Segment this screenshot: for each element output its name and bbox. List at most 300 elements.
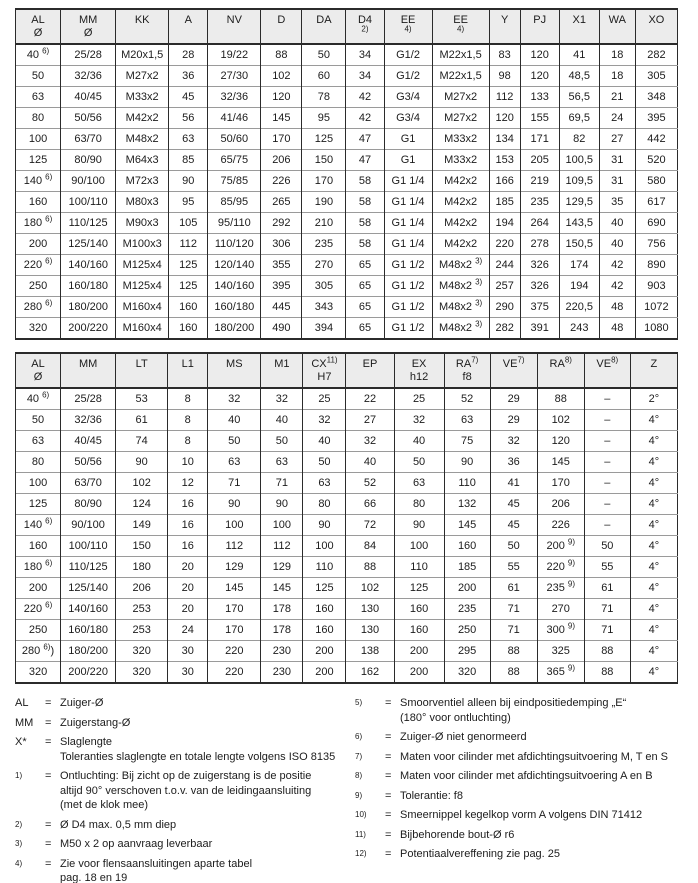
footnote-label: 4) bbox=[15, 858, 23, 868]
table-cell: 243 bbox=[559, 318, 599, 340]
table-cell: 160/180 bbox=[61, 620, 116, 641]
table-cell: 90 bbox=[208, 494, 261, 515]
table-cell: 226 bbox=[261, 171, 302, 192]
footnote-item bbox=[355, 828, 681, 843]
table-cell: 60 bbox=[302, 66, 346, 87]
table-cell: 200 bbox=[303, 641, 346, 662]
table-cell: 395 bbox=[635, 108, 677, 129]
table-cell: 80 bbox=[16, 108, 61, 129]
table-cell: 320 bbox=[16, 318, 61, 340]
footnote-text: Ø D4 max. 0,5 mm diep bbox=[60, 818, 177, 831]
table-cell: 160 bbox=[16, 192, 61, 213]
table-cell: 32 bbox=[490, 431, 537, 452]
table-cell: 102 bbox=[261, 66, 302, 87]
table-cell: 100 bbox=[16, 473, 61, 494]
table-row bbox=[16, 515, 678, 536]
table-cell: 140 $^{6)}$ bbox=[16, 515, 61, 536]
equals-sign: = bbox=[45, 770, 52, 782]
table-cell: 133 bbox=[520, 87, 559, 108]
table-cell: 41 bbox=[490, 473, 537, 494]
footnote-item bbox=[15, 716, 355, 731]
table-cell: 56,5 bbox=[559, 87, 599, 108]
table-cell: 230 bbox=[261, 641, 303, 662]
table-cell: 32 bbox=[208, 388, 261, 410]
table-cell: 69,5 bbox=[559, 108, 599, 129]
table-cell: 110/125 bbox=[61, 557, 116, 578]
column-header: RA$^{8)}$ bbox=[537, 353, 584, 388]
table-row bbox=[16, 150, 678, 171]
table-cell: 16 bbox=[168, 515, 208, 536]
table-cell: 88 bbox=[346, 557, 394, 578]
table-cell: 24 bbox=[599, 108, 635, 129]
table-cell: 65 bbox=[346, 297, 384, 318]
table-cell: 150 bbox=[116, 536, 168, 557]
table-cell: 45 bbox=[169, 87, 208, 108]
table-cell: 50 bbox=[303, 452, 346, 473]
table-cell: 48,5 bbox=[559, 66, 599, 87]
table-cell: 50 bbox=[584, 536, 630, 557]
table-cell: M48x2 bbox=[116, 129, 169, 150]
table-cell: 129 bbox=[208, 557, 261, 578]
table-cell: – bbox=[584, 452, 630, 473]
table-cell: 110 bbox=[444, 473, 490, 494]
table-cell: – bbox=[584, 388, 630, 410]
table-row bbox=[16, 578, 678, 599]
table-cell: M42x2 bbox=[432, 234, 489, 255]
table-cell: 320 bbox=[16, 662, 61, 684]
table-cell: 34 bbox=[346, 44, 384, 66]
table-cell: 100 bbox=[208, 515, 261, 536]
table-cell: 40 $^{6)}$ bbox=[16, 44, 61, 66]
table-cell: 105 bbox=[169, 213, 208, 234]
table-cell: 95 bbox=[302, 108, 346, 129]
table-cell: 90 bbox=[303, 515, 346, 536]
table-cell: 16 bbox=[168, 536, 208, 557]
equals-sign: = bbox=[385, 789, 392, 802]
table-cell: M160x4 bbox=[116, 318, 169, 340]
table-cell: 890 bbox=[635, 255, 677, 276]
table-cell: 124 bbox=[116, 494, 168, 515]
table-cell: 40 bbox=[208, 410, 261, 431]
equals-sign: = bbox=[385, 731, 392, 743]
table-cell: 88 bbox=[584, 662, 630, 684]
table-cell: 4° bbox=[630, 557, 677, 578]
table-cell: 32 bbox=[394, 410, 444, 431]
table-cell: 84 bbox=[346, 536, 394, 557]
table-cell: 41 bbox=[559, 44, 599, 66]
table-cell: 110/120 bbox=[208, 234, 261, 255]
table-row bbox=[16, 431, 678, 452]
table-cell: G1 1/2 bbox=[384, 297, 432, 318]
column-header: NV bbox=[208, 9, 261, 44]
table-cell: M48x2 $^{3)}$ bbox=[432, 255, 489, 276]
column-header: Z bbox=[630, 353, 677, 388]
table-cell: 160 bbox=[16, 536, 61, 557]
table-cell: 85 bbox=[169, 150, 208, 171]
table-cell: 149 bbox=[116, 515, 168, 536]
table-cell: M90x3 bbox=[116, 213, 169, 234]
table-cell: 300 $^{9)}$ bbox=[537, 620, 584, 641]
table-cell: 145 bbox=[261, 108, 302, 129]
footnote-text: Potentiaalvereffening zie pag. 25 bbox=[400, 848, 561, 860]
table-row bbox=[16, 536, 678, 557]
table-cell: 40 bbox=[303, 431, 346, 452]
table-cell: 71 bbox=[208, 473, 261, 494]
column-header: EE $^{4)}$ bbox=[432, 9, 489, 44]
table-cell: 52 bbox=[444, 388, 490, 410]
table-cell: 280 $^{6)}$ bbox=[16, 297, 61, 318]
table-cell: G1 1/4 bbox=[384, 213, 432, 234]
header-row bbox=[16, 9, 678, 44]
table-row bbox=[16, 452, 678, 473]
table-cell: 160 bbox=[303, 620, 346, 641]
table-cell: 63/70 bbox=[61, 129, 116, 150]
table-cell: 90 bbox=[444, 452, 490, 473]
table-cell: 132 bbox=[444, 494, 490, 515]
table-cell: 72 bbox=[346, 515, 394, 536]
table-cell: 45 bbox=[490, 515, 537, 536]
table-cell: 32/36 bbox=[61, 66, 116, 87]
footnote-label: 10) bbox=[355, 810, 367, 819]
table-cell: 47 bbox=[346, 129, 384, 150]
table-cell: 4° bbox=[630, 410, 677, 431]
table-row bbox=[16, 44, 678, 66]
table-cell: M27x2 bbox=[116, 66, 169, 87]
column-header: D bbox=[261, 9, 302, 44]
table-cell: 50 bbox=[302, 44, 346, 66]
table-cell: 25/28 bbox=[61, 44, 116, 66]
table-row bbox=[16, 662, 678, 684]
table-cell: 65/75 bbox=[208, 150, 261, 171]
table-cell: 42 bbox=[346, 108, 384, 129]
table-cell: 235 $^{9)}$ bbox=[537, 578, 584, 599]
table-cell: 53 bbox=[116, 388, 168, 410]
column-header: XO bbox=[635, 9, 677, 44]
table-cell: 4° bbox=[630, 494, 677, 515]
table-cell: 220 bbox=[208, 641, 261, 662]
table-cell: 63 bbox=[16, 431, 61, 452]
table-cell: – bbox=[584, 473, 630, 494]
table-cell: 61 bbox=[490, 578, 537, 599]
table-cell: 129 bbox=[261, 557, 303, 578]
table-cell: 112 bbox=[208, 536, 261, 557]
table-cell: M42x2 bbox=[432, 171, 489, 192]
table-cell: 125 bbox=[394, 578, 444, 599]
equals-sign: = bbox=[385, 809, 392, 821]
footnote-item bbox=[355, 730, 681, 745]
table-cell: 112 bbox=[169, 234, 208, 255]
table-cell: 150,5 bbox=[559, 234, 599, 255]
footnote-label: AL bbox=[15, 697, 29, 709]
table-cell: 200 bbox=[303, 662, 346, 684]
table-cell: 34 bbox=[346, 66, 384, 87]
table-cell: 200 bbox=[16, 578, 61, 599]
table-cell: 220 $^{9)}$ bbox=[537, 557, 584, 578]
table-cell: 112 bbox=[261, 536, 303, 557]
table-cell: 257 bbox=[489, 276, 520, 297]
table-cell: 125/140 bbox=[61, 578, 116, 599]
footnote-item bbox=[15, 818, 355, 833]
table-cell: 48 bbox=[599, 318, 635, 340]
table-cell: 40 bbox=[346, 452, 394, 473]
table-cell: 80 bbox=[16, 452, 61, 473]
table-cell: 365 $^{9)}$ bbox=[537, 662, 584, 684]
table-cell: 326 bbox=[520, 255, 559, 276]
footnotes-right-column bbox=[355, 696, 681, 883]
table-cell: 50 bbox=[208, 431, 261, 452]
table-cell: 102 bbox=[116, 473, 168, 494]
table-cell: 194 bbox=[559, 276, 599, 297]
table-cell: 25 bbox=[394, 388, 444, 410]
table-row bbox=[16, 494, 678, 515]
table-cell: 8 bbox=[168, 431, 208, 452]
table-cell: 185 bbox=[444, 557, 490, 578]
table-cell: 4° bbox=[630, 578, 677, 599]
table-cell: 250 bbox=[444, 620, 490, 641]
table-row bbox=[16, 641, 678, 662]
table-cell: 88 bbox=[261, 44, 302, 66]
footnote-text: M50 x 2 op aanvraag leverbaar bbox=[60, 838, 213, 850]
table-cell: 45 bbox=[490, 494, 537, 515]
table-row bbox=[16, 599, 678, 620]
column-header: EX h12 bbox=[394, 353, 444, 388]
table-cell: M125x4 bbox=[116, 255, 169, 276]
table-cell: 250 bbox=[16, 620, 61, 641]
table-cell: 180 $^{6)}$ bbox=[16, 557, 61, 578]
table-cell: 200/220 bbox=[61, 662, 116, 684]
table-cell: 120 bbox=[261, 87, 302, 108]
table-cell: M72x3 bbox=[116, 171, 169, 192]
table-cell: G1/2 bbox=[384, 44, 432, 66]
footnote-text: Slaglengte Toleranties slaglengte en totale lengte volgens ISO 8135 bbox=[60, 736, 336, 763]
table-cell: 80 bbox=[394, 494, 444, 515]
table-cell: 52 bbox=[346, 473, 394, 494]
table-cell: 65 bbox=[346, 318, 384, 340]
table-cell: 102 bbox=[537, 410, 584, 431]
table-cell: 150 bbox=[302, 150, 346, 171]
table-cell: 32 bbox=[346, 431, 394, 452]
table-cell: 326 bbox=[520, 276, 559, 297]
table-cell: 71 bbox=[261, 473, 303, 494]
table-cell: 31 bbox=[599, 150, 635, 171]
table-cell: 55 bbox=[584, 557, 630, 578]
table-cell: 32 bbox=[303, 410, 346, 431]
footnote-item bbox=[355, 808, 681, 823]
table-cell: 110/125 bbox=[61, 213, 116, 234]
footnote-text: Smeernippel kegelkop vorm A volgens DIN 71412 bbox=[400, 809, 643, 821]
table-cell: 320 bbox=[116, 662, 168, 684]
table-cell: 90 bbox=[116, 452, 168, 473]
column-header: D4 $^{2)}$ bbox=[346, 9, 384, 44]
table-cell: 90 bbox=[394, 515, 444, 536]
table-cell: 153 bbox=[489, 150, 520, 171]
table-cell: 200 bbox=[394, 662, 444, 684]
table-cell: 63 bbox=[261, 452, 303, 473]
table-cell: 235 bbox=[444, 599, 490, 620]
table-cell: M33x2 bbox=[432, 129, 489, 150]
table-cell: 278 bbox=[520, 234, 559, 255]
table-cell: 1072 bbox=[635, 297, 677, 318]
table-cell: 63 bbox=[303, 473, 346, 494]
table-cell: 40 bbox=[261, 410, 303, 431]
column-header: DA bbox=[302, 9, 346, 44]
equals-sign: = bbox=[45, 857, 52, 870]
table-cell: 130 bbox=[346, 620, 394, 641]
table-cell: 306 bbox=[261, 234, 302, 255]
table-cell: 226 bbox=[537, 515, 584, 536]
table-cell: 320 bbox=[116, 641, 168, 662]
table-cell: 4° bbox=[630, 515, 677, 536]
table-cell: 50 bbox=[394, 452, 444, 473]
footnote-text: Maten voor cilinder met afdichtingsuitvoering M, T en S bbox=[400, 750, 669, 763]
table-cell: M160x4 bbox=[116, 297, 169, 318]
table-cell: 282 bbox=[635, 44, 677, 66]
table-cell: 98 bbox=[489, 66, 520, 87]
footnote-text: Ontluchting: Bij zicht op de zuigerstang is de positie altijd 90° verschoven t.o.v. van de leidingaansluiting (met de klok mee) bbox=[60, 770, 312, 811]
table-row bbox=[16, 108, 678, 129]
table-row bbox=[16, 318, 678, 340]
table-cell: 75/85 bbox=[208, 171, 261, 192]
table-cell: 170 bbox=[208, 599, 261, 620]
table-cell: 88 bbox=[584, 641, 630, 662]
table-cell: 170 bbox=[537, 473, 584, 494]
column-header: EP bbox=[346, 353, 394, 388]
table-cell: 20 bbox=[168, 578, 208, 599]
table-row bbox=[16, 255, 678, 276]
table-cell: M20x1,5 bbox=[116, 44, 169, 66]
column-header: M1 bbox=[261, 353, 303, 388]
footnote-text: Bijbehorende bout-Ø r6 bbox=[400, 828, 515, 841]
table-cell: M27x2 bbox=[432, 87, 489, 108]
footnote-item bbox=[355, 750, 681, 765]
table-cell: 170 bbox=[302, 171, 346, 192]
column-header: RA$^{7)}$ f8 bbox=[444, 353, 490, 388]
footnote-text: Tolerantie: f8 bbox=[400, 789, 463, 802]
table-cell: 4° bbox=[630, 641, 677, 662]
table-cell: 140/160 bbox=[61, 255, 116, 276]
table-cell: M33x2 bbox=[116, 87, 169, 108]
table-cell: 145 bbox=[444, 515, 490, 536]
footnote-label: 5) bbox=[355, 698, 363, 707]
table-cell: 270 bbox=[537, 599, 584, 620]
table-row bbox=[16, 129, 678, 150]
table-cell: 78 bbox=[302, 87, 346, 108]
table-cell: 100 bbox=[16, 129, 61, 150]
footnote-text: Maten voor cilinder met afdichtingsuitvoering A en B bbox=[400, 770, 653, 782]
footnote-label: 7) bbox=[355, 751, 363, 761]
table-cell: 30 bbox=[168, 662, 208, 684]
table-cell: M27x2 bbox=[432, 108, 489, 129]
table-cell: 20 bbox=[168, 557, 208, 578]
table-cell: 120/140 bbox=[208, 255, 261, 276]
table-cell: 40 bbox=[599, 213, 635, 234]
column-header: Y bbox=[489, 9, 520, 44]
table-cell: 90 bbox=[169, 171, 208, 192]
table-cell: 90/100 bbox=[61, 171, 116, 192]
table-cell: G1 1/4 bbox=[384, 171, 432, 192]
table-cell: 391 bbox=[520, 318, 559, 340]
footnote-text: Zie voor flensaansluitingen aparte tabel pag. 18 en 19 bbox=[60, 857, 253, 883]
table-cell: 903 bbox=[635, 276, 677, 297]
table-cell: 166 bbox=[489, 171, 520, 192]
table-cell: G1 bbox=[384, 150, 432, 171]
table-cell: 190 bbox=[302, 192, 346, 213]
table-cell: 75 bbox=[444, 431, 490, 452]
table-cell: 265 bbox=[261, 192, 302, 213]
table-cell: 125 bbox=[303, 578, 346, 599]
footnote-item bbox=[15, 857, 355, 883]
equals-sign: = bbox=[385, 848, 392, 860]
column-header: CX$^{11)}$ H7 bbox=[303, 353, 346, 388]
footnote-text: Zuiger-Ø niet genormeerd bbox=[400, 731, 527, 743]
table-cell: 171 bbox=[520, 129, 559, 150]
table-cell: G1 1/4 bbox=[384, 192, 432, 213]
table-cell: G1 1/2 bbox=[384, 276, 432, 297]
footnote-label: 6) bbox=[355, 732, 363, 741]
table-cell: 10 bbox=[168, 452, 208, 473]
table-cell: 8 bbox=[168, 388, 208, 410]
table-cell: 63 bbox=[394, 473, 444, 494]
footnote-label: 2) bbox=[15, 819, 23, 829]
table-cell: 160 bbox=[444, 536, 490, 557]
table-cell: 206 bbox=[261, 150, 302, 171]
table-cell: 50 bbox=[16, 66, 61, 87]
table-cell: 80 bbox=[303, 494, 346, 515]
table-cell: 110 bbox=[303, 557, 346, 578]
table-cell: 194 bbox=[489, 213, 520, 234]
table-cell: 490 bbox=[261, 318, 302, 340]
table-cell: 395 bbox=[261, 276, 302, 297]
table-cell: 71 bbox=[584, 620, 630, 641]
table-cell: 32 bbox=[261, 388, 303, 410]
table-cell: 200 bbox=[444, 578, 490, 599]
column-header: LT bbox=[116, 353, 168, 388]
table-cell: 290 bbox=[489, 297, 520, 318]
table-cell: 24 bbox=[168, 620, 208, 641]
table-row bbox=[16, 473, 678, 494]
table-cell: 90 bbox=[261, 494, 303, 515]
table-cell: 63 bbox=[208, 452, 261, 473]
table-cell: 140 $^{6)}$ bbox=[16, 171, 61, 192]
table-cell: 4° bbox=[630, 452, 677, 473]
table-cell: 56 bbox=[169, 108, 208, 129]
table-cell: 200 bbox=[16, 234, 61, 255]
table-cell: M48x2 $^{3)}$ bbox=[432, 297, 489, 318]
table-cell: 4° bbox=[630, 536, 677, 557]
footnote-item bbox=[355, 696, 681, 725]
table-cell: 160/180 bbox=[208, 297, 261, 318]
table-cell: M48x2 $^{3)}$ bbox=[432, 276, 489, 297]
table-cell: 110 bbox=[394, 557, 444, 578]
footnote-label: 12) bbox=[355, 849, 367, 858]
table-cell: 50/56 bbox=[61, 452, 116, 473]
table-cell: 145 bbox=[261, 578, 303, 599]
table-cell: 71 bbox=[584, 599, 630, 620]
table-cell: 85/95 bbox=[208, 192, 261, 213]
table-cell: 63 bbox=[444, 410, 490, 431]
header-row bbox=[16, 353, 678, 388]
column-header: AL Ø bbox=[16, 353, 61, 388]
table-cell: – bbox=[584, 494, 630, 515]
table-cell: 18 bbox=[599, 44, 635, 66]
table-cell: 27/30 bbox=[208, 66, 261, 87]
table-cell: 140/160 bbox=[61, 599, 116, 620]
table-cell: 160/180 bbox=[61, 276, 116, 297]
table-cell: 88 bbox=[537, 388, 584, 410]
table-cell: 162 bbox=[346, 662, 394, 684]
table-cell: 35 bbox=[599, 192, 635, 213]
equals-sign: = bbox=[385, 697, 392, 709]
